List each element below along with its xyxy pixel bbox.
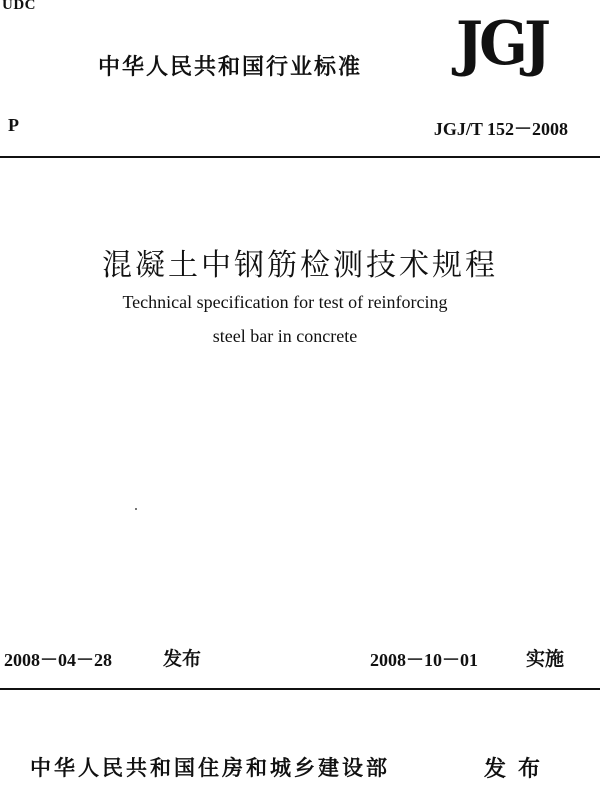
document-title-english-line1: Technical specification for test of reinforcing	[122, 292, 448, 312]
classification-code: P	[8, 115, 19, 135]
udc-label: UDC	[2, 0, 36, 13]
print-speck	[135, 508, 137, 510]
document-title-chinese: 混凝土中钢筋检测技术规程	[102, 248, 498, 283]
bottom-divider	[0, 688, 600, 690]
jgj-logo: JGJ	[456, 9, 548, 79]
publish-date: 2008－04－28	[4, 650, 112, 670]
issuing-body: 中华人民共和国住房和城乡建设部	[30, 756, 390, 780]
standard-number: JGJ/T 152－2008	[433, 119, 568, 139]
publish-label: 发布	[163, 648, 202, 670]
issue-word: 发布	[484, 757, 553, 782]
implement-label: 实施	[526, 648, 565, 670]
implement-date: 2008－10－01	[370, 650, 478, 670]
document-title-english-line2: steel bar in concrete	[212, 326, 358, 346]
issuer-header: 中华人民共和国行业标准	[98, 55, 363, 80]
top-divider	[0, 156, 600, 158]
